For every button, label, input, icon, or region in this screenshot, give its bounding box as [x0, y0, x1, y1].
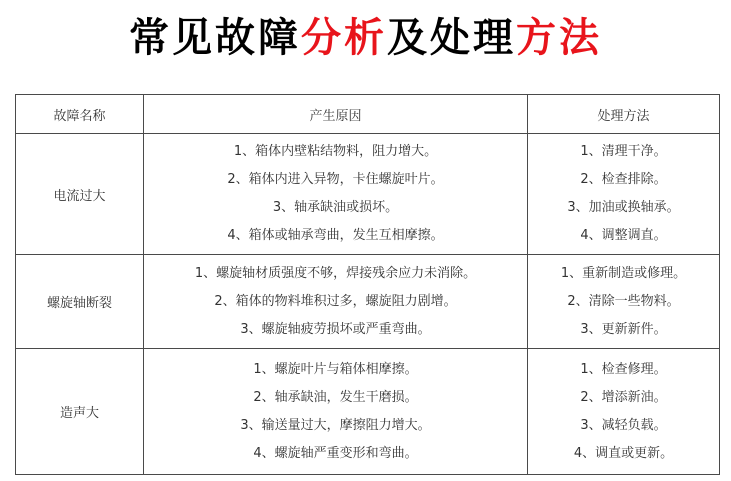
cause-item: 3、螺旋轴疲劳损坏或严重弯曲。 [240, 321, 431, 337]
table-row [16, 349, 720, 475]
cause-item: 1、螺旋轴材质强度不够，焊接残余应力未消除。 [194, 265, 477, 281]
fix-item: 1、重新制造或修理。 [560, 265, 687, 281]
cause-item: 3、轴承缺油或损坏。 [272, 200, 399, 215]
fix-item: 1、检查修理。 [580, 361, 667, 377]
cause-item: 1、箱体内壁粘结物料，阻力增大。 [233, 144, 438, 159]
header-fault-name: 故障名称 [16, 95, 144, 134]
cause-item: 2、轴承缺油，发生干磨损。 [253, 389, 418, 405]
table-row [16, 134, 720, 255]
title-part-3: 及处理 [387, 15, 516, 61]
cause-item: 2、箱体的物料堆积过多，螺旋阻力剧增。 [214, 293, 457, 309]
fix-item: 2、清除一些物料。 [567, 293, 680, 309]
title-part-4: 方法 [516, 15, 602, 61]
cause-item: 4、螺旋轴严重变形和弯曲。 [253, 445, 418, 461]
fix-item: 3、减轻负载。 [580, 417, 667, 433]
fix-item: 3、更新新件。 [580, 321, 667, 337]
fix-item: 4、调整调直。 [580, 228, 667, 243]
cause-item: 4、箱体或轴承弯曲，发生互相摩擦。 [227, 228, 444, 243]
title-part-2: 分析 [301, 15, 387, 61]
cause-item: 1、螺旋叶片与箱体相摩擦。 [253, 361, 418, 377]
fix-item: 1、清理干净。 [580, 144, 667, 159]
fix-item: 2、检查排除。 [580, 172, 667, 187]
title-part-1: 常见故障 [129, 15, 301, 61]
cause-cell [144, 349, 528, 475]
fix-cell [528, 255, 720, 349]
fix-cell [528, 134, 720, 255]
fix-item: 4、调直或更新。 [573, 445, 674, 461]
fix-item: 2、增添新油。 [580, 389, 667, 405]
header-fix: 处理方法 [528, 95, 720, 134]
fault-name-cell: 电流过大 [16, 134, 144, 255]
header-cause: 产生原因 [144, 95, 528, 134]
page-title [0, 14, 731, 62]
fix-cell [528, 349, 720, 475]
cause-item: 2、箱体内进入异物，卡住螺旋叶片。 [227, 172, 444, 187]
cause-item: 3、输送量过大，摩擦阻力增大。 [240, 417, 431, 433]
cause-cell [144, 134, 528, 255]
fix-item: 3、加油或换轴承。 [567, 200, 680, 215]
table-header-row [16, 95, 720, 134]
fault-name-cell: 螺旋轴断裂 [16, 255, 144, 349]
fault-table [15, 94, 720, 475]
fault-name-cell: 造声大 [16, 349, 144, 475]
table-row [16, 255, 720, 349]
cause-cell [144, 255, 528, 349]
